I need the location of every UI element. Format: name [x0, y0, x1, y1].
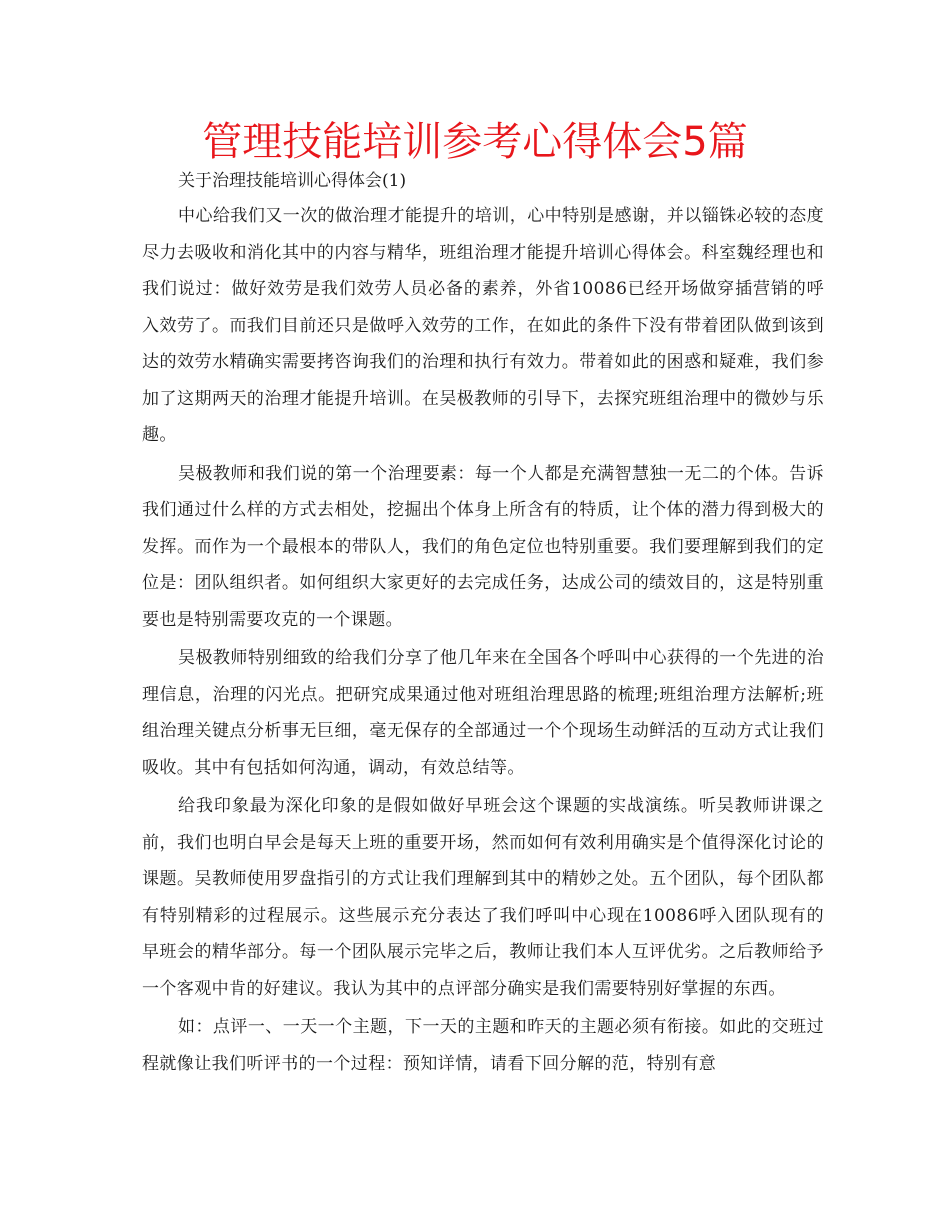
paragraph: 中心给我们又一次的做治理才能提升的培训，心中特别是感谢，并以锱铢必较的态度尽力去吸收和消化其中的内容与精华，班组治理才能提升培训心得体会。科室魏经理也和我们说过：做好效劳是我们效劳人员必备的素养，外省10086已经开场做穿插营销的呼入效劳了。而我们目前还只是做呼入效劳的工作，在如此的条件下没有带着团队做到该到达的效劳水精确实需要拷咨询我们的治理和执行有效力。带着如此的困惑和疑难，我们参加了这期两天的治理才能提升培训。在吴极教师的引导下，去探究班组治理中的微妙与乐趣。	[142, 206, 824, 445]
document-title: 管理技能培训参考心得体会5篇	[202, 119, 748, 165]
paragraph: 如：点评一、一天一个主题，下一天的主题和昨天的主题必须有衔接。如此的交班过程就像让我们听评书的一个过程：预知详情，请看下回分解的范，特别有意	[142, 1017, 824, 1074]
document-subtitle: 关于治理技能培训心得体会(1)	[178, 171, 407, 191]
document-body	[142, 198, 824, 1082]
paragraph: 吴极教师特别细致的给我们分享了他几年来在全国各个呼叫中心获得的一个先进的治理信息，治理的闪光点。把研究成果通过他对班组治理思路的梳理;班组治理方法解析;班组治理关键点分析事无巨细，毫无保存的全部通过一个个现场生动鲜活的互动方式让我们吸收。其中有包括如何沟通，调动，有效总结等。	[142, 648, 824, 778]
paragraph: 给我印象最为深化印象的是假如做好早班会这个课题的实战演练。听吴教师讲课之前，我们也明白早会是每天上班的重要开场，然而如何有效利用确实是个值得深化讨论的课题。吴教师使用罗盘指引的方式让我们理解到其中的精妙之处。五个团队，每个团队都有特别精彩的过程展示。这些展示充分表达了我们呼叫中心现在10086呼入团队现有的早班会的精华部分。每一个团队展示完毕之后，教师让我们本人互评优劣。之后教师给予一个客观中肯的好建议。我认为其中的点评部分确实是我们需要特别好掌握的东西。	[142, 796, 824, 999]
paragraph: 吴极教师和我们说的第一个治理要素：每一个人都是充满智慧独一无二的个体。告诉我们通过什么样的方式去相处，挖掘出个体身上所含有的特质，让个体的潜力得到极大的发挥。而作为一个最根本的带队人，我们的角色定位也特别重要。我们要理解到我们的定位是：团队组织者。如何组织大家更好的去完成任务，达成公司的绩效目的，这是特别重要也是特别需要攻克的一个课题。	[142, 463, 824, 630]
